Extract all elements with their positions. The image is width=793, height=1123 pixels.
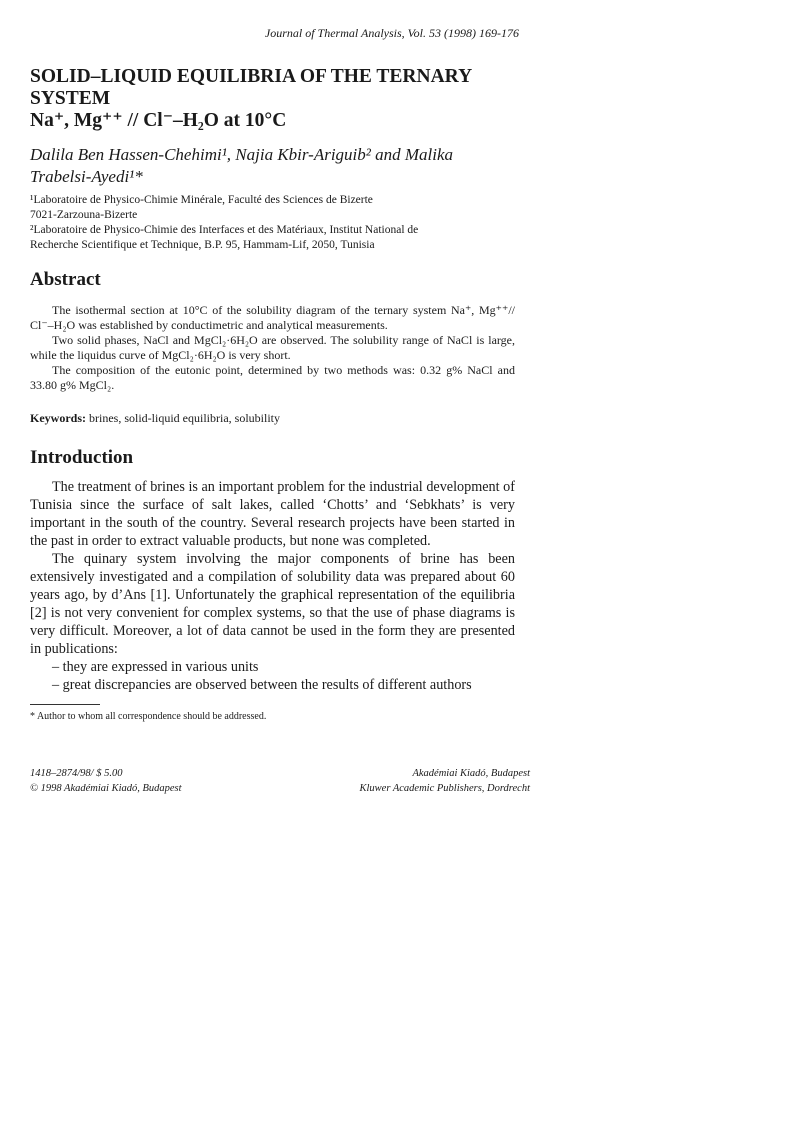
affiliation-line: Recherche Scientifique et Technique, B.P. 95, Hammam-Lif, 2050, Tunisia xyxy=(30,239,375,251)
introduction-heading: Introduction xyxy=(30,447,134,468)
introduction-list-item: – they are expressed in various units xyxy=(52,659,259,675)
abstract-body xyxy=(30,303,515,393)
author-list xyxy=(30,144,530,188)
introduction-paragraph: The treatment of brines is an important problem for the industrial development of Tunisia since the surface of salt lakes, called ‘Chotts’ and ‘Sebkhats’ is very important in the south of the country. Several research projects have been started in the past in order to extract valuable products, but none was completed. xyxy=(30,479,515,549)
affiliation-line: ²Laboratoire de Physico-Chimie des Interfaces et des Matériaux, Institut National de xyxy=(30,224,419,236)
abstract-paragraph: The isothermal section at 10°C of the solubility diagram of the ternary system Na⁺, Mg⁺⁺// Cl⁻–H₂O was established by conductimetric and analytical measurements. xyxy=(30,303,515,332)
keywords-text: brines, solid-liquid equilibria, solubility xyxy=(89,411,280,425)
publisher-1: Akadémiai Kiadó, Budapest xyxy=(412,768,530,779)
issn-price: 1418–2874/98/ $ 5.00 xyxy=(30,768,123,779)
keywords xyxy=(30,411,280,426)
introduction-paragraph: The quinary system involving the major components of brine has been extensively investigated and a compilation of solubility data was prepared about 60 years ago, by d’Ans [1]. Unfortunately the graphical representation of the equilibria [2] is not very convenient for complex systems, so that the use of phase diagrams is very difficult. Moreover, a lot of data cannot be used in the form they are presented in publications: xyxy=(30,551,515,657)
paper-title xyxy=(30,66,530,132)
affiliations xyxy=(30,193,530,253)
footnote: * Author to whom all correspondence should be addressed. xyxy=(30,711,267,722)
footnote-rule xyxy=(30,704,100,705)
footer-left xyxy=(30,766,182,796)
introduction-list xyxy=(30,658,515,694)
paper-title-line-1: SOLID–LIQUID EQUILIBRIA OF THE TERNARY SYSTEM xyxy=(30,66,472,109)
abstract-heading: Abstract xyxy=(30,269,101,290)
affiliation-line: ¹Laboratoire de Physico-Chimie Minérale, Faculté des Sciences de Bizerte xyxy=(30,194,373,206)
publisher-2: Kluwer Academic Publishers, Dordrecht xyxy=(359,783,530,794)
footer-right xyxy=(359,766,530,796)
introduction-body xyxy=(30,478,515,694)
copyright: © 1998 Akadémiai Kiadó, Budapest xyxy=(30,783,182,794)
abstract-paragraph: Two solid phases, NaCl and MgCl₂·6H₂O are observed. The solubility range of NaCl is large, while the liquidus curve of MgCl₂·6H₂O is very short. xyxy=(30,333,515,362)
keywords-label: Keywords: xyxy=(30,411,86,425)
introduction-list-item: – great discrepancies are observed between the results of different authors xyxy=(52,677,472,693)
author-line-2: Trabelsi-Ayedi¹* xyxy=(30,167,143,186)
affiliation-line: 7021-Zarzouna-Bizerte xyxy=(30,209,138,221)
journal-header: Journal of Thermal Analysis, Vol. 53 (1998) 169-176 xyxy=(264,26,519,40)
paper-title-line-2: Na⁺, Mg⁺⁺ // Cl⁻–H₂O at 10°C xyxy=(30,110,287,131)
author-line-1: Dalila Ben Hassen-Chehimi¹, Najia Kbir-Ariguib² and Malika xyxy=(30,145,454,164)
abstract-paragraph: The composition of the eutonic point, determined by two methods was: 0.32 g% NaCl and 33.80 g% MgCl₂. xyxy=(30,363,515,392)
